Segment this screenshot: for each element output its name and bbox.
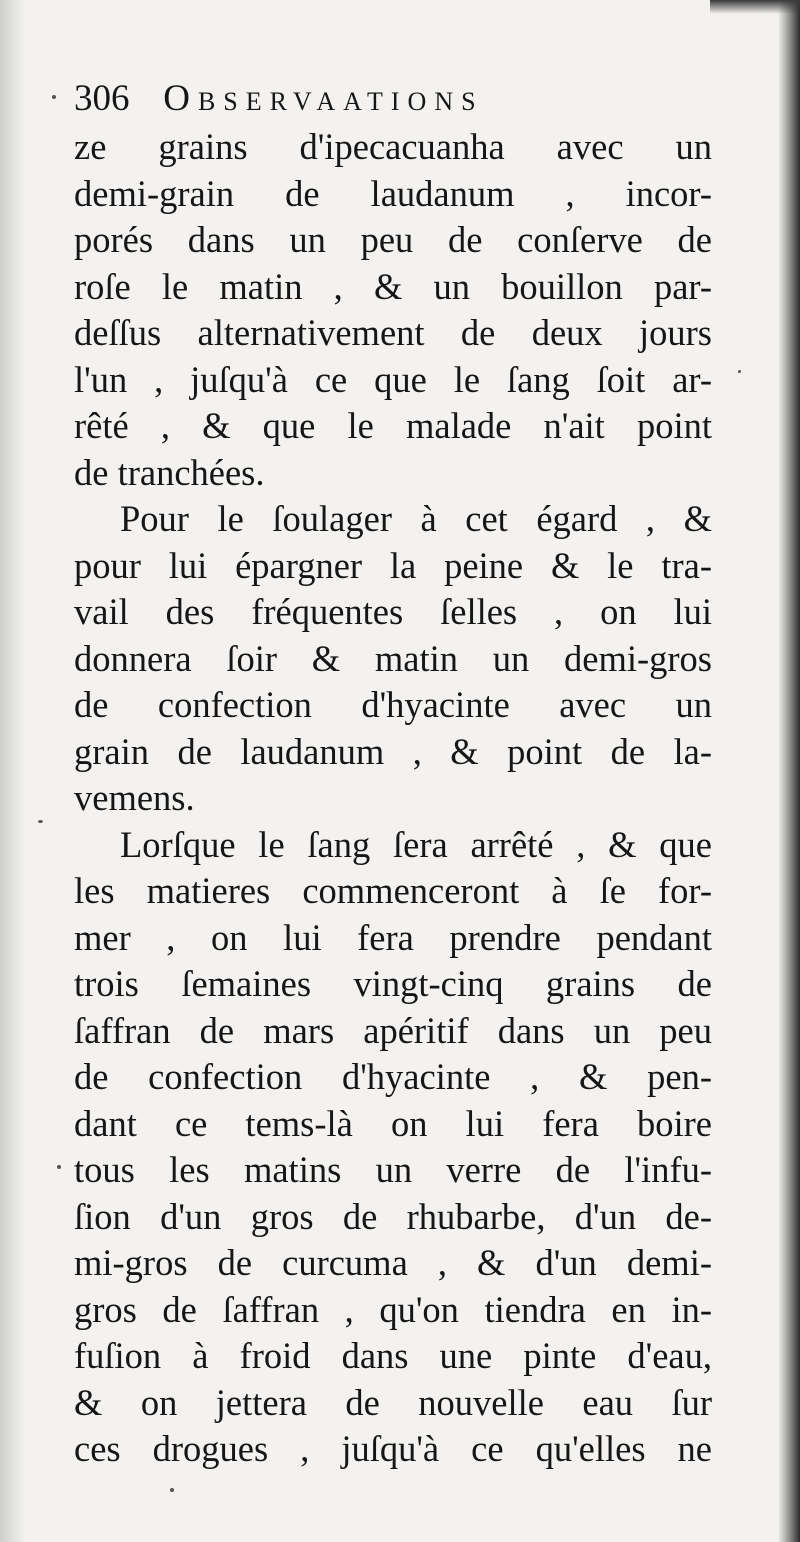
text-line: de tranchées. [74,451,265,493]
text-line: gros de ſaffran , qu'on tiendra en in- [74,1288,712,1330]
binding-shadow [0,0,26,1542]
page-edge-shadow [778,0,800,1542]
text-line: donnera ſoir & matin un demi-gros [74,637,712,679]
text-line: de confection d'hyacinte avec un [74,684,712,725]
text-line: mi-gros de curcuma , & d'un demi- [74,1242,712,1283]
text-line: les matieres commenceront à ſe for- [74,870,712,911]
text-line: fuſion à froid dans une pinte d'eau, [74,1335,712,1376]
text-line: pour lui épargner la peine & le tra- [74,544,712,586]
text-line: grain de laudanum , & point de la- [74,730,712,772]
body-text [74,124,712,1473]
text-line: Lorſque le ſang ſera arrêté , & que [120,823,712,865]
text-line: demi-grain de laudanum , incor- [74,172,712,214]
scan-speck [170,1488,174,1492]
text-line: de confection d'hyacinte , & pen- [74,1056,712,1097]
text-line: vail des fréquentes ſelles , on lui [74,591,712,632]
text-line: & on jettera de nouvelle eau ſur [74,1381,712,1423]
text-line: porés dans un peu de conſerve de [74,219,712,260]
text-line: ces drogues , juſqu'à ce qu'elles ne [74,1428,712,1469]
text-line: trois ſemaines vingt-cinq grains de [74,963,712,1004]
text-line: ſaffran de mars apéritif dans un peu [74,1009,712,1051]
text-line: tous les matins un verre de l'infu- [74,1149,712,1190]
scan-speck [52,95,56,99]
corner-shadow [710,0,800,14]
text-line: roſe le matin , & un bouillon par- [74,265,712,307]
text-line: rêté , & que le malade n'ait point [74,405,712,446]
text-line: vemens. [74,777,195,818]
page-number: 306 [74,78,130,119]
text-line: mer , on lui fera prendre pendant [74,916,712,958]
text-line: l'un , juſqu'à ce que le ſang ſoit ar- [74,358,712,400]
page-header [74,74,634,122]
text-line: Pour le ſoulager à cet égard , & [120,498,712,539]
text-line: ze grains d'ipecacuanha avec un [74,126,712,167]
text-line: dant ce tems-là on lui fera boire [74,1102,712,1144]
text-line: ſion d'un gros de rhubarbe, d'un de- [74,1195,712,1237]
text-line: deſſus alternativement de deux jours [74,312,712,353]
scan-speck [738,370,741,373]
scan-speck [38,820,43,823]
running-head: Observaations [163,78,484,119]
scan-speck [57,1165,61,1169]
